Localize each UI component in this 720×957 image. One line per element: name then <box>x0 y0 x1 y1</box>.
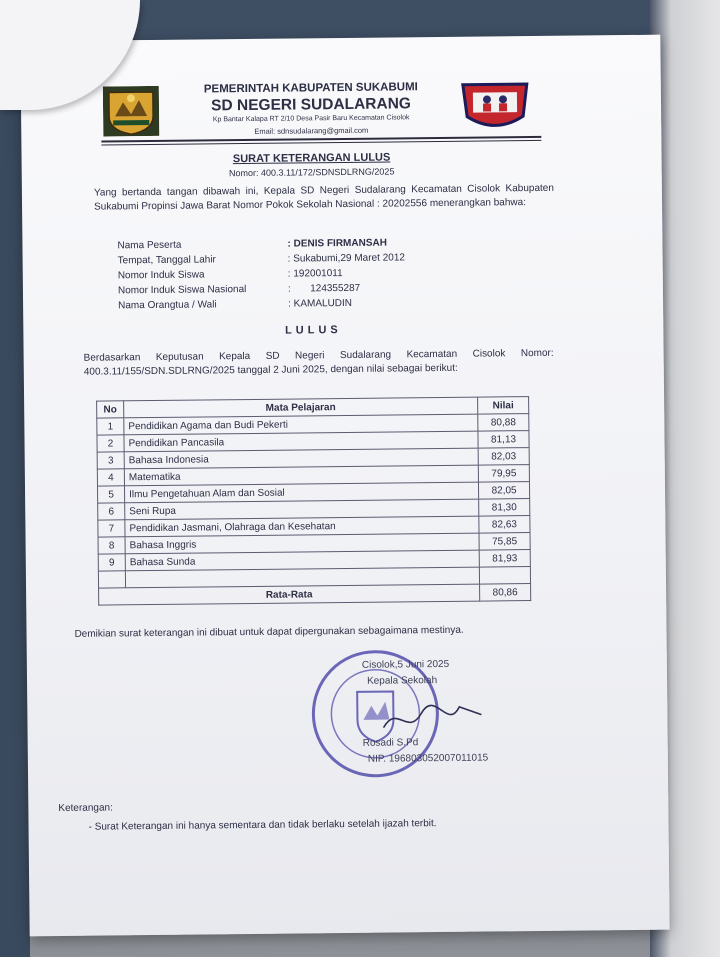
signature-place-date: Cisolok,5 Juni 2025 <box>361 658 450 671</box>
row-subject: Bahasa Inggris <box>125 533 479 554</box>
average-score: 80,86 <box>480 584 531 602</box>
row-score: 79,95 <box>478 465 529 483</box>
row-score: 80,88 <box>478 414 529 432</box>
row-subject: Pendidikan Jasmani, Olahraga dan Kesehatan <box>125 516 479 537</box>
certificate-sheet <box>20 35 669 937</box>
row-score: 81,93 <box>479 550 530 568</box>
notes-label: Keterangan: <box>58 802 113 815</box>
intro-paragraph: Yang bertanda tangan dibawah ini, Kepala SD Negeri Sudalarang Kecamatan Cisolok Kabupaten Sukabumi Propinsi Jawa Barat Nomor Pokok Sekolah Nasional : 20202556 menerangkan bahwa: <box>93 182 554 213</box>
row-no: 7 <box>98 520 125 537</box>
school-name: SD NEGERI SUDALARANG <box>211 95 411 115</box>
school-address: Kp Bantar Kalapa RT 2/10 Desa Pasir Baru Kecamatan Cisolok <box>212 114 410 124</box>
notes-item: - Surat Keterangan ini hanya sementara dan tidak berlaku setelah ijazah terbit. <box>88 818 437 833</box>
row-no: 4 <box>97 469 124 486</box>
grades-table <box>96 396 531 606</box>
row-no: 2 <box>97 435 124 452</box>
row-subject: Seni Rupa <box>125 499 479 520</box>
row-score: 75,85 <box>479 533 530 551</box>
field-value: : DENIS FIRMANSAH <box>287 237 387 250</box>
row-no: 3 <box>97 452 124 469</box>
field-label: Tempat, Tanggal Lahir <box>117 254 216 267</box>
average-label: Rata-Rata <box>99 584 480 605</box>
closing-paragraph: Demikian surat keterangan ini dibuat untuk dapat dipergunakan sebagaimana mestinya. <box>74 624 464 640</box>
result-heading: LULUS <box>284 324 342 337</box>
field-value: : 192001011 <box>287 268 343 280</box>
row-score: 82,63 <box>479 516 530 534</box>
row-no: 9 <box>98 554 125 571</box>
row-score: 82,05 <box>478 482 529 500</box>
document-number: Nomor: 400.3.11/172/SDNSDLRNG/2025 <box>228 166 395 179</box>
row-subject: Pendidikan Agama dan Budi Pekerti <box>124 414 478 435</box>
row-subject: Pendidikan Pancasila <box>124 431 478 452</box>
row-no: 1 <box>97 418 124 435</box>
field-value: : KAMALUDIN <box>288 297 353 310</box>
row-subject: Bahasa Indonesia <box>124 448 478 469</box>
row-subject: Bahasa Sunda <box>125 550 479 571</box>
decision-paragraph: Berdasarkan Keputusan Kepala SD Negeri Sudalarang Kecamatan Cisolok Nomor: 400.3.11/155/SDN.SDLRNG/2025 tanggal 2 Juni 2025, dengan nilai sebagai berikut: <box>83 347 554 378</box>
row-score: 81,13 <box>478 431 529 449</box>
field-value: : 124355287 <box>287 282 361 295</box>
header-subject: Mata Pelajaran <box>124 397 478 418</box>
row-no: 5 <box>97 486 124 503</box>
row-score: 81,30 <box>479 499 530 517</box>
field-label: Nomor Induk Siswa Nasional <box>117 284 247 297</box>
field-label: Nama Orangtua / Wali <box>118 299 217 312</box>
handwritten-signature-icon <box>377 697 487 742</box>
school-email: Email: sdnsudalarang@gmail.com <box>254 125 369 136</box>
row-subject: Matematika <box>124 465 478 486</box>
field-label: Nomor Induk Siswa <box>117 269 205 282</box>
signatory-name: Rosadi S.Pd <box>362 737 419 749</box>
government-name: PEMERINTAH KABUPATEN SUKABUMI <box>203 81 418 96</box>
signatory-nip: NIP. 196803052007011015 <box>367 752 489 765</box>
header-score: Nilai <box>478 397 529 415</box>
signature-position: Kepala Sekolah <box>366 675 438 687</box>
field-label: Nama Peserta <box>117 239 182 252</box>
row-no: 6 <box>98 503 125 520</box>
field-value: : Sukabumi,29 Maret 2012 <box>287 252 405 265</box>
parent-row <box>118 296 538 315</box>
school-emblem-icon <box>457 80 534 133</box>
header-no: No <box>97 401 124 418</box>
table-average-row <box>99 584 531 606</box>
row-no: 8 <box>98 537 125 554</box>
row-score: 82,03 <box>478 448 529 466</box>
document-title: SURAT KETERANGAN LULUS <box>232 151 391 166</box>
regency-emblem-icon <box>103 86 160 137</box>
row-subject: Ilmu Pengetahuan Alam dan Sosial <box>124 482 478 503</box>
